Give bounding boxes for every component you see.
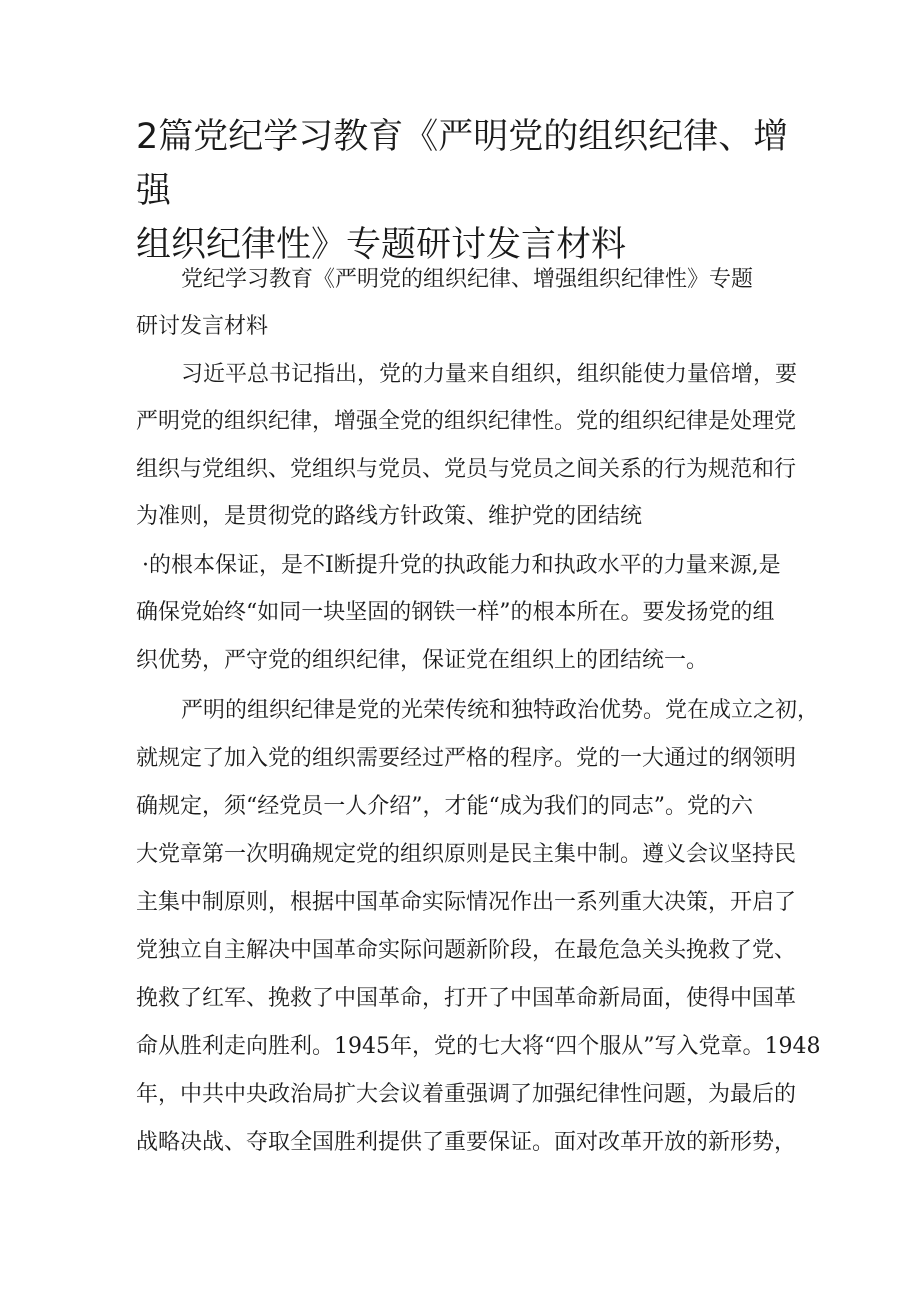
body-line: 大党章第一次明确规定党的组织原则是民主集中制。遵义会议坚持民: [136, 842, 797, 867]
body-line: 组织与党组织、党组织与党员、党员与党员之间关系的行为规范和行: [136, 457, 797, 482]
body-line: 主集中制原则，根据中国革命实际情况作出一系列重大决策，开启了: [136, 890, 797, 915]
body-line: 党纪学习教育《严明党的组织纪律、增强组织纪律性》专题: [181, 267, 754, 292]
body-line: 织优势，严守党的组织纪律，保证党在组织上的团结统一。: [136, 648, 709, 673]
document-title: [136, 110, 816, 272]
body-line: 年，中共中央政治局扩大会议着重强调了加强纪律性问题，为最后的: [136, 1082, 797, 1107]
body-line: 战略决战、夺取全国胜利提供了重要保证。面对改革开放的新形势，: [136, 1130, 797, 1155]
body-line: 研讨发言材料: [136, 314, 269, 339]
body-line: ·的根本保证，是不I断提升党的执政能力和执政水平的力量来源,是: [142, 553, 781, 578]
title-line-1: 2篇党纪学习教育《严明党的组织纪律、增强: [136, 117, 789, 211]
body-line: 确保党始终“如同一块坚固的钢铁一样”的根本所在。要发扬党的组: [136, 600, 775, 625]
body-line: 挽救了红军、挽救了中国革命，打开了中国革命新局面，使得中国革: [136, 986, 797, 1011]
body-line: 为准则，是贯彻党的路线方针政策、维护党的团结统: [136, 504, 643, 529]
body-line: 严明党的组织纪律，增强全党的组织纪律性。党的组织纪律是处理党: [136, 409, 797, 434]
body-line: 命从胜利走向胜利。1945年，党的七大将“四个服从”写入党章。1948: [136, 1034, 821, 1059]
body-line: 严明的组织纪律是党的光荣传统和独特政治优势。党在成立之初，: [181, 698, 820, 723]
body-line: 就规定了加入党的组织需要经过严格的程序。党的一大通过的纲领明: [136, 746, 797, 771]
body-line: 党独立自主解决中国革命实际问题新阶段，在最危急关头挽救了党、: [136, 938, 797, 963]
body-line: 习近平总书记指出，党的力量来自组织，组织能使力量倍增，要: [181, 362, 798, 387]
title-line-2: 组织纪律性》专题研讨发言材料: [136, 225, 627, 265]
body-line: 确规定，须“经党员一人介绍”，才能“成为我们的同志”。党的六: [136, 794, 753, 819]
